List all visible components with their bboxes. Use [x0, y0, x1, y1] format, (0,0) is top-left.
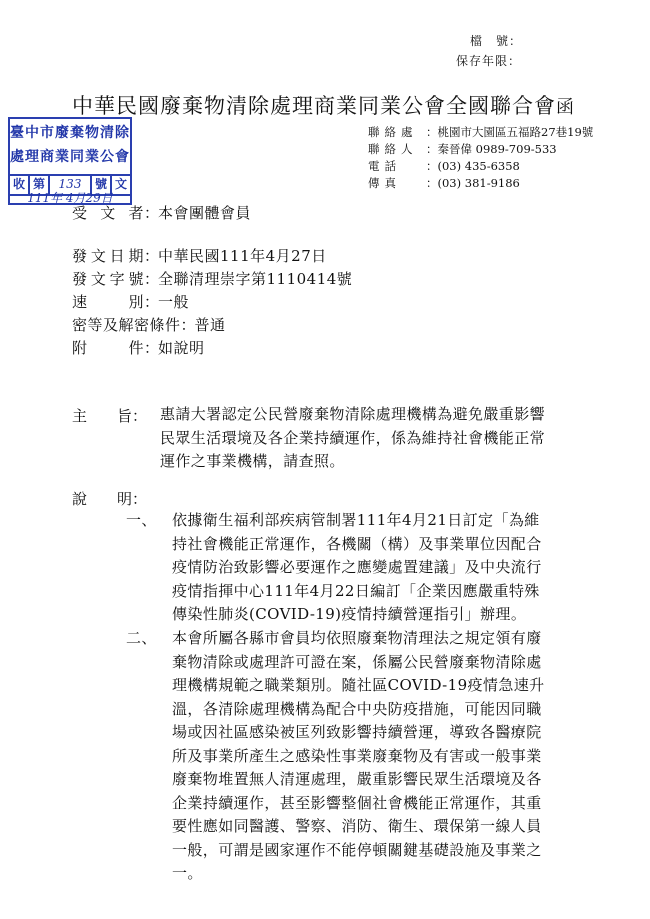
explanation-item-1-marker: 一、 — [126, 511, 157, 529]
speed-line: 速別：一般 — [72, 293, 190, 311]
attachment-line: 附件：如說明 — [72, 339, 205, 357]
explanation-item-1: 依據衛生福利部疾病管制署111年4月21日訂定「為維 持社會機能正常運作，各機關（構）及事業單位因配合 疫情防治致影響必要運作之應變處置建議」及中央流行 疫情指揮中心111年4月22日編訂「企業因應嚴重特殊 傳染性肺炎(COVID-19)疫情持續營運指引」辦理。 — [172, 511, 542, 623]
document-title: 中華民國廢棄物清除處理商業同業公會全國聯合會 — [72, 94, 556, 118]
issue-date-line: 發文日期：中華民國111年4月27日 — [72, 247, 327, 265]
stamp-received-date: 111年 4月29日 — [27, 191, 113, 205]
file-number-label: 檔 號： — [470, 34, 523, 48]
issue-number: 全聯清理崇字第1110414號 — [158, 270, 353, 288]
subject-label: 主 旨： — [72, 407, 148, 425]
subject-body: 惠請大署認定公民營廢棄物清除處理機構為避免嚴重影響 民眾生活環境及各企業持續運作，係為維持社會機能正常 運作之事業機構，請查照。 — [160, 405, 546, 470]
recipient-line: 受文者：本會團體會員 — [72, 204, 252, 222]
explanation-label: 說 明： — [72, 490, 148, 508]
contact-fax: 傳真 ：(03) 381-9186 — [368, 176, 520, 190]
classification-line: 密等及解密條件：普通 — [72, 316, 226, 334]
issue-date: 中華民國111年4月27日 — [158, 247, 327, 265]
document-type: 函 — [556, 97, 574, 118]
stamp-org-line1: 臺中市廢棄物清除 — [10, 125, 130, 141]
received-stamp — [8, 117, 132, 205]
stamp-number: 133 — [50, 176, 92, 194]
speed-value: 一般 — [158, 293, 190, 311]
issue-number-line: 發文字號：全聯清理崇字第1110414號 — [72, 270, 353, 288]
stamp-wen: 文 — [114, 177, 127, 191]
stamp-number-prefix: 第 — [30, 176, 50, 194]
stamp-org-line2: 處理商業同業公會 — [10, 149, 130, 165]
classification-value: 普通 — [194, 316, 226, 334]
attachment-value: 如說明 — [158, 339, 205, 357]
recipient-value: 本會團體會員 — [158, 204, 252, 222]
explanation-item-2-marker: 二、 — [126, 629, 157, 647]
stamp-number-suffix: 號 — [92, 176, 112, 194]
contact-person: 聯絡人 ：秦晉偉 0989-709-533 — [368, 142, 557, 156]
contact-address: 聯絡處 ：桃園市大園區五福路27巷19號 — [368, 125, 594, 139]
stamp-received: 收 — [10, 176, 30, 194]
explanation-item-2: 本會所屬各縣市會員均依照廢棄物清理法之規定領有廢 棄物清除或處理許可證在案，係屬公民營廢棄物清除處 理機構規範之職業類別。隨社區COVID-19疫情急速升 溫，各清除處理機構為配合中央防疫措施，可能因同職 場或因社區感染被匡列致影響持續營運，導致各醫療院 所及事業所產生之感染性事業廢棄物及有害或一般事業 廢棄物堆置無人清運處理，嚴重影響民眾生活環境及各 企業持續運作，甚至影響整個社會機能正常運作，其重 要性應如同醫護、警察、消防、衛生、環保第一線人員 一般，可謂是國家運作不能停頓關鍵基礎設施及事業之 一。 — [172, 629, 545, 882]
retention-period-label: 保存年限： — [456, 54, 522, 68]
contact-phone: 電話 ：(03) 435-6358 — [368, 159, 520, 173]
recipient-label: 受文者 — [72, 204, 144, 222]
